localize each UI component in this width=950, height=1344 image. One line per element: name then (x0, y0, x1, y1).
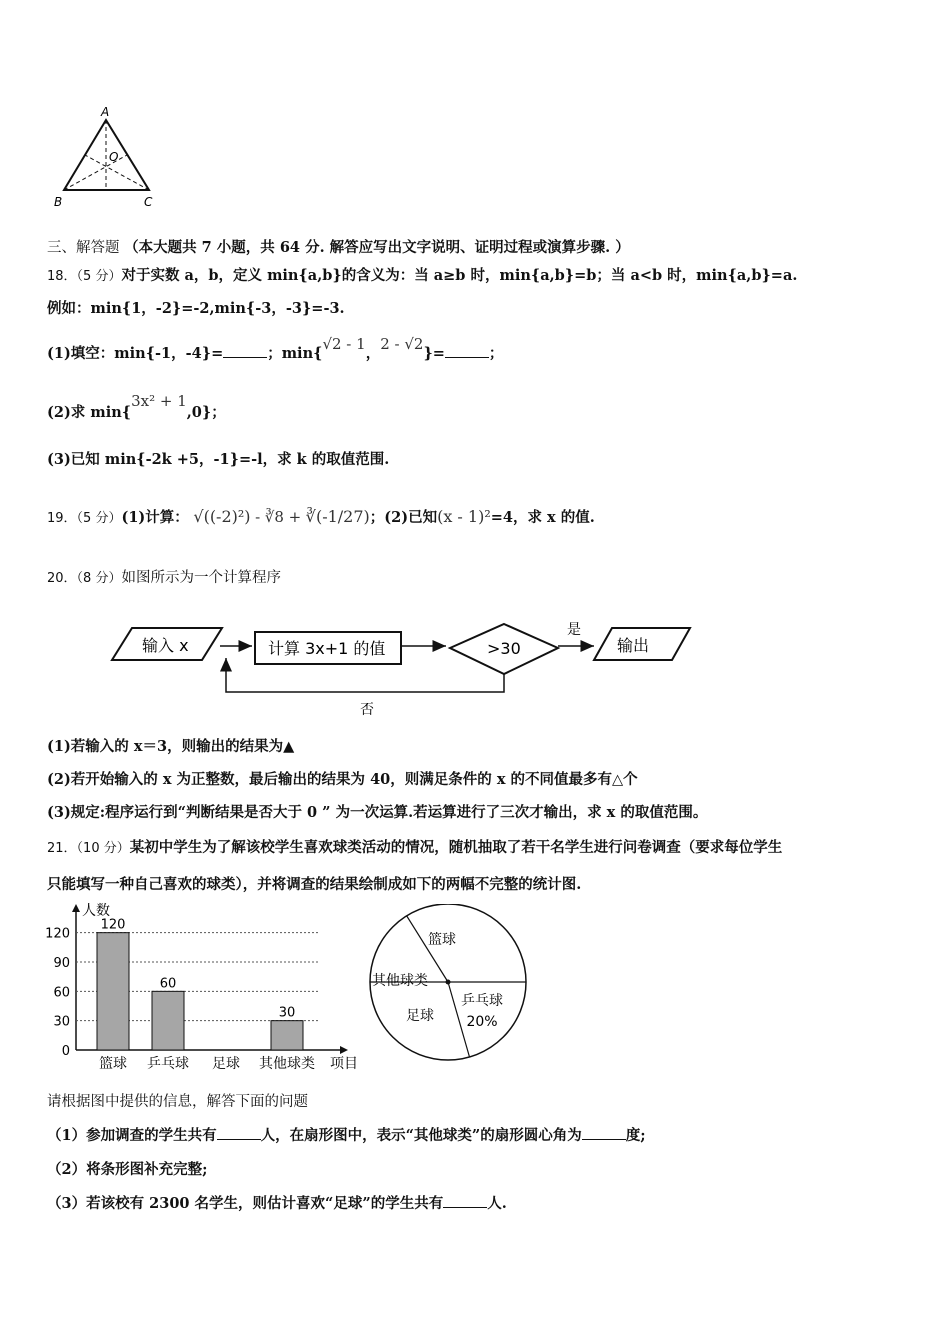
expr-cbrt-neg-1-27: ∛(-1/27) (305, 507, 370, 526)
pie-slice-label: 篮球 (428, 932, 456, 948)
pie-slice-label: 其他球类 (372, 973, 428, 989)
y-axis-arrow (72, 904, 80, 912)
q19-p2: (2)已知 (384, 509, 438, 526)
q20-stem (47, 566, 281, 587)
flow-output-label: 输出 (617, 636, 650, 655)
answer-blank (443, 1195, 487, 1208)
y-tick-label: 120 (45, 926, 70, 942)
answer-blank (445, 345, 489, 358)
bar-chart (40, 898, 370, 1078)
pie-percent-label: 20% (466, 1014, 498, 1030)
bar-value-label: 120 (100, 917, 126, 933)
q21-a1-text2: 人，在扇形图中，表示“其他球类”的扇形圆心角为 (260, 1127, 582, 1144)
q18-part3: (3)已知 min{-2k +5，-1}=-l，求 k 的取值范围. (47, 451, 390, 468)
bar (97, 933, 129, 1050)
q18-text: 对于实数 a，b，定义 min{a,b}的含义为：当 a≥b 时，min{a,b}=b；当 a<b 时，min{a,b}=a. (121, 267, 798, 284)
x-tick-label: 篮球 (99, 1056, 127, 1072)
x-tick-label: 足球 (212, 1056, 240, 1072)
pie-slice-label: 足球 (406, 1008, 434, 1024)
y-tick-label: 0 (61, 1044, 70, 1059)
q19-sep: ； (369, 509, 385, 526)
section-title: 三、解答题 (47, 240, 120, 256)
q20-part1: (1)若输入的 x＝3，则输出的结果为▲ (47, 738, 295, 755)
q20-number: 20．（8 分） (47, 571, 122, 586)
section-header (47, 236, 630, 257)
x-tick-label: 其他球类 (259, 1056, 315, 1072)
x-axis-arrow (340, 1046, 348, 1054)
pie-slice-label: 乒乓球 (461, 993, 503, 1009)
q21-a1-text: （1）参加调查的学生共有 (47, 1127, 217, 1144)
q20-part3: (3)规定:程序运行到“判断结果是否大于 0 ” 为一次运算.若运算进行了三次才输出，求 x 的取值范围。 (47, 804, 708, 821)
triangle-figure (52, 102, 162, 212)
q18-number: 18．（5 分） (47, 269, 122, 284)
q21-prompt: 请根据图中提供的信息，解答下面的问题 (47, 1094, 308, 1110)
q18-p1-text3: }= (423, 345, 445, 362)
expr-x-minus-1-squared: (x - 1)² (437, 507, 491, 526)
q18-p2-text: (2)求 min{ (47, 404, 132, 421)
q18-example: 例如：min{1，-2}=-2,min{-3，-3}=-3. (47, 300, 345, 317)
q19-p2-end: =4，求 x 的值. (490, 509, 595, 526)
flow-input-label: 输入 x (142, 636, 189, 655)
q18-p1-text2: ；min{ (267, 345, 323, 362)
q21-answer-3 (47, 1192, 507, 1213)
q18-part2 (47, 392, 226, 422)
answer-blank (223, 345, 267, 358)
flow-yes-label: 是 (567, 622, 581, 638)
answer-blank (582, 1127, 626, 1140)
q21-a3-text: （3）若该校有 2300 名学生，则估计喜欢“足球”的学生共有 (47, 1195, 444, 1212)
q20-text: 如图所示为一个计算程序 (121, 570, 281, 586)
expr-3x2-plus-1: 3x² + 1 (131, 392, 187, 410)
expr-sqrt-neg2-squared: √((-2)²) (193, 507, 251, 526)
q21-stem-1 (47, 836, 782, 857)
label-b: B (54, 195, 63, 209)
comma: ， (365, 345, 381, 362)
q18-part1 (47, 335, 504, 363)
bar-value-label: 30 (278, 1005, 296, 1021)
y-tick-label: 60 (53, 985, 70, 1001)
y-axis-label: 人数 (82, 903, 110, 919)
op-minus: - (255, 508, 261, 526)
q21-stem-2: 只能填写一种自己喜欢的球类），并将调查的结果绘制成如下的两幅不完整的统计图. (47, 876, 582, 893)
flow-compute-label: 计算 3x+1 的值 (268, 639, 386, 658)
pie-center (446, 980, 451, 985)
flow-judge-label: >30 (487, 639, 521, 658)
y-tick-label: 30 (53, 1014, 70, 1030)
q18-p1-end: ； (488, 345, 504, 362)
section-desc: （本大题共 7 小题，共 64 分. 解答应写出文字说明、证明过程或演算步骤. ） (124, 239, 630, 256)
flow-no-label: 否 (360, 702, 374, 718)
label-c: C (144, 195, 153, 209)
flowchart (110, 612, 700, 722)
expr-sqrt2-minus-1: √2 - 1 (322, 335, 366, 353)
q18-stem (47, 264, 797, 285)
bar (271, 1021, 303, 1050)
q21-answer-2: （2）将条形图补充完整; (47, 1161, 208, 1178)
expr-cbrt-8: ∛8 (264, 508, 284, 526)
q21-text-1: 某初中学生为了解该校学生喜欢球类活动的情况，随机抽取了若干名学生进行问卷调查（要求每位学生 (129, 839, 783, 856)
q21-number: 21．（10 分） (47, 841, 130, 856)
q20-part2: (2)若开始输入的 x 为正整数，最后输出的结果为 40，则满足条件的 x 的不同值最多有△个 (47, 771, 638, 788)
label-o: O (109, 150, 119, 164)
y-tick-label: 90 (53, 956, 70, 971)
pie-chart (360, 904, 536, 1072)
q18-p2-end: ,0}； (186, 404, 226, 421)
q18-p1-text: (1)填空：min{-1，-4}= (47, 345, 224, 362)
q21-a1-text3: 度; (625, 1127, 646, 1144)
answer-blank (217, 1127, 261, 1140)
q21-answer-1 (47, 1124, 646, 1145)
expr-2-minus-sqrt2: 2 - √2 (380, 335, 424, 353)
q19-number: 19．（5 分） (47, 511, 122, 526)
x-tick-label: 乒乓球 (147, 1056, 189, 1072)
x-axis-label: 项目 (330, 1056, 358, 1072)
q19-p1: (1)计算： (121, 509, 189, 526)
label-a: A (101, 105, 110, 119)
op-plus: + (288, 508, 302, 526)
bar-value-label: 60 (159, 976, 177, 992)
q19-line (47, 506, 595, 527)
bar (152, 991, 184, 1050)
q21-a3-text2: 人. (487, 1195, 507, 1212)
